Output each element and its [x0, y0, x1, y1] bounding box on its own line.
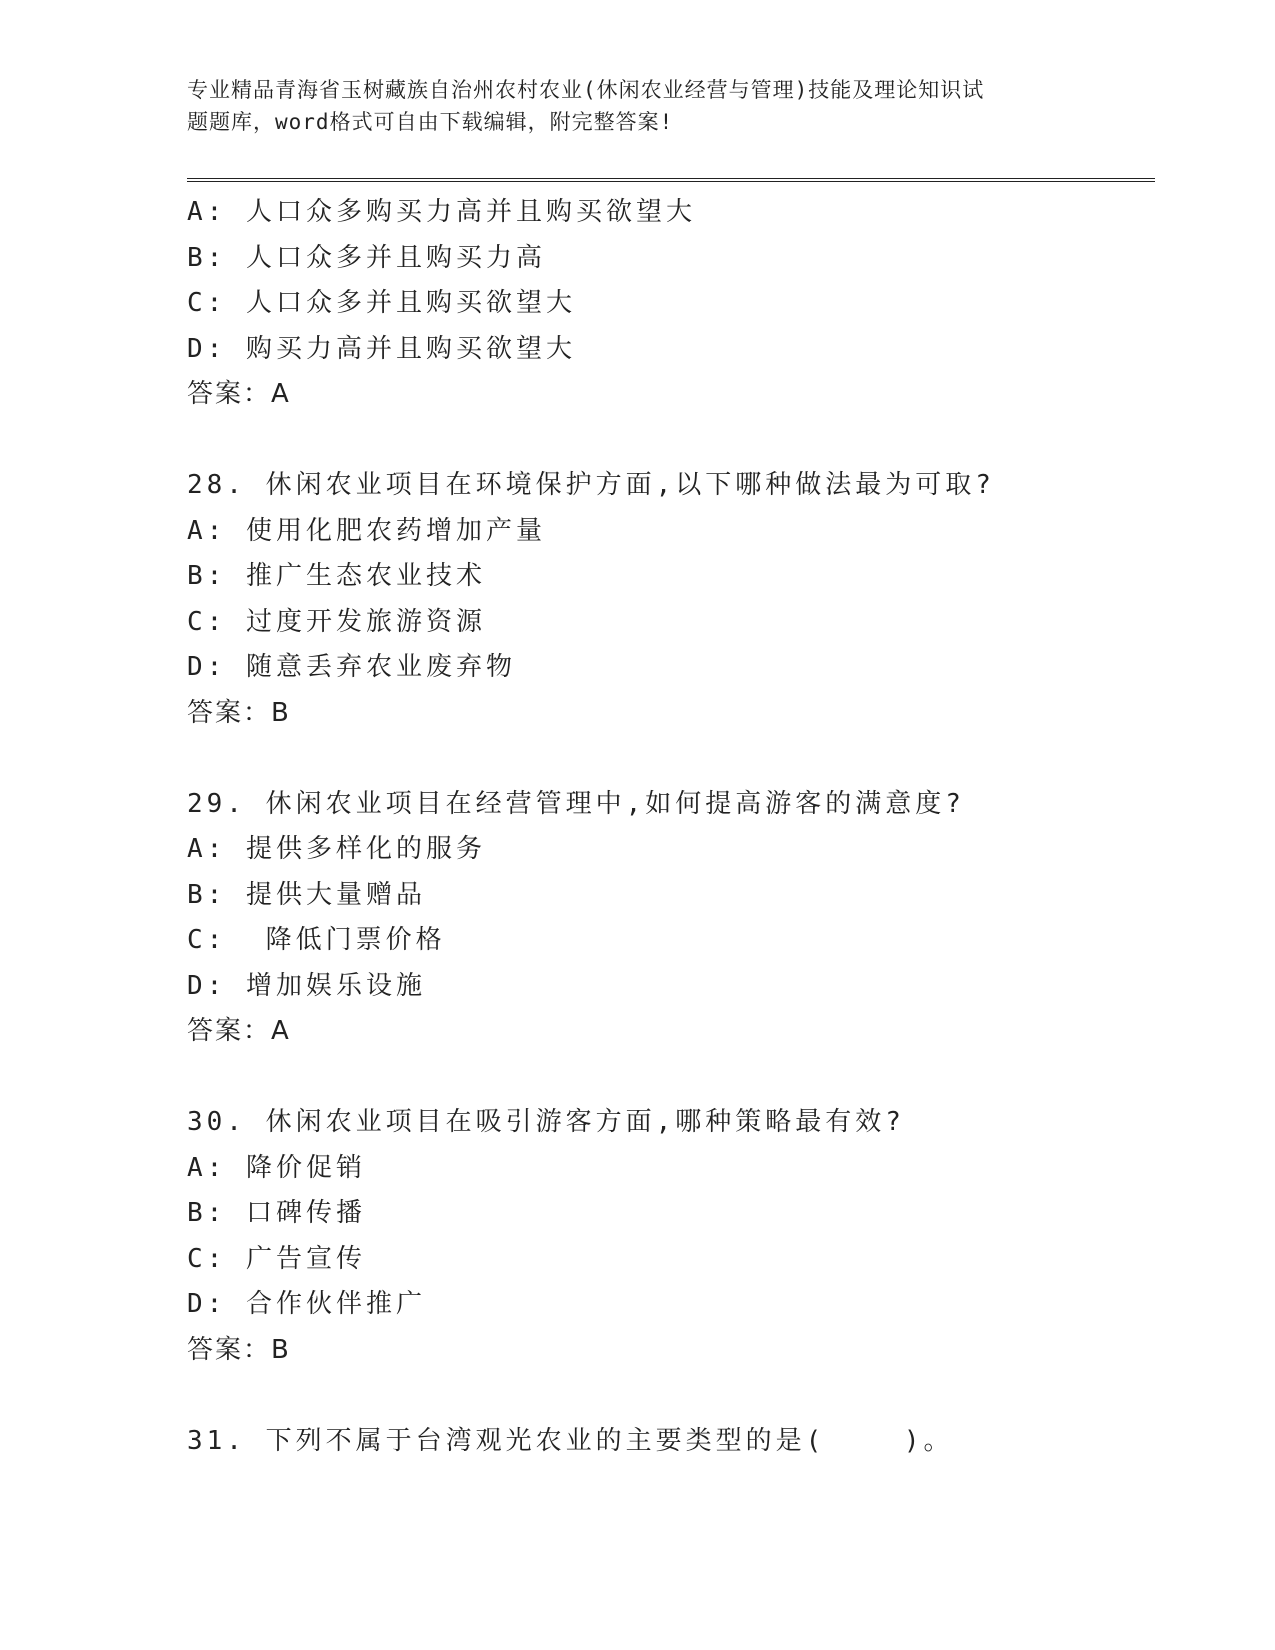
- question-29: [187, 782, 1147, 1055]
- option-d: D: 增加娱乐设施: [187, 970, 426, 1001]
- header-title-line-2: 题题库，word格式可自由下载编辑，附完整答案!: [187, 110, 674, 134]
- question-text: 31. 下列不属于台湾观光农业的主要类型的是( )。: [187, 1425, 954, 1456]
- question-text: 29. 休闲农业项目在经营管理中,如何提高游客的满意度?: [187, 788, 965, 819]
- option-c: C: 降低门票价格: [187, 925, 446, 955]
- option-d: D: 合作伙伴推广: [187, 1289, 426, 1319]
- answer: 答案：B: [187, 697, 291, 728]
- answer: 答案：A: [187, 1016, 291, 1046]
- option-b: B: 人口众多并且购买力高: [187, 242, 546, 273]
- option-c: C: 广告宣传: [187, 1243, 366, 1274]
- question-31: [187, 1419, 1147, 1465]
- option-d: D: 随意丢弃农业废弃物: [187, 652, 516, 682]
- question-list: [187, 190, 1147, 1464]
- question-text: 30. 休闲农业项目在吸引游客方面,哪种策略最有效?: [187, 1107, 905, 1137]
- option-c: C: 过度开发旅游资源: [187, 606, 486, 637]
- option-b: B: 口碑传播: [187, 1198, 366, 1228]
- document-header: [187, 74, 1107, 138]
- option-d: D: 购买力高并且购买欲望大: [187, 333, 576, 364]
- header-divider: [187, 178, 1155, 182]
- answer: 答案：B: [187, 1334, 291, 1365]
- question-30: [187, 1100, 1147, 1373]
- option-a: A: 使用化肥农药增加产量: [187, 515, 546, 546]
- question-27: [187, 190, 1147, 418]
- option-b: B: 推广生态农业技术: [187, 561, 486, 591]
- header-title-line-1: 专业精品青海省玉树藏族自治州农村农业(休闲农业经营与管理)技能及理论知识试: [187, 78, 985, 102]
- option-a: A: 提供多样化的服务: [187, 834, 486, 864]
- question-text: 28. 休闲农业项目在环境保护方面,以下哪种做法最为可取?: [187, 470, 995, 500]
- answer: 答案：A: [187, 379, 291, 409]
- option-a: A: 降价促销: [187, 1152, 366, 1183]
- option-c: C: 人口众多并且购买欲望大: [187, 288, 576, 318]
- option-a: A: 人口众多购买力高并且购买欲望大: [187, 197, 696, 227]
- question-28: [187, 463, 1147, 736]
- option-b: B: 提供大量赠品: [187, 879, 426, 910]
